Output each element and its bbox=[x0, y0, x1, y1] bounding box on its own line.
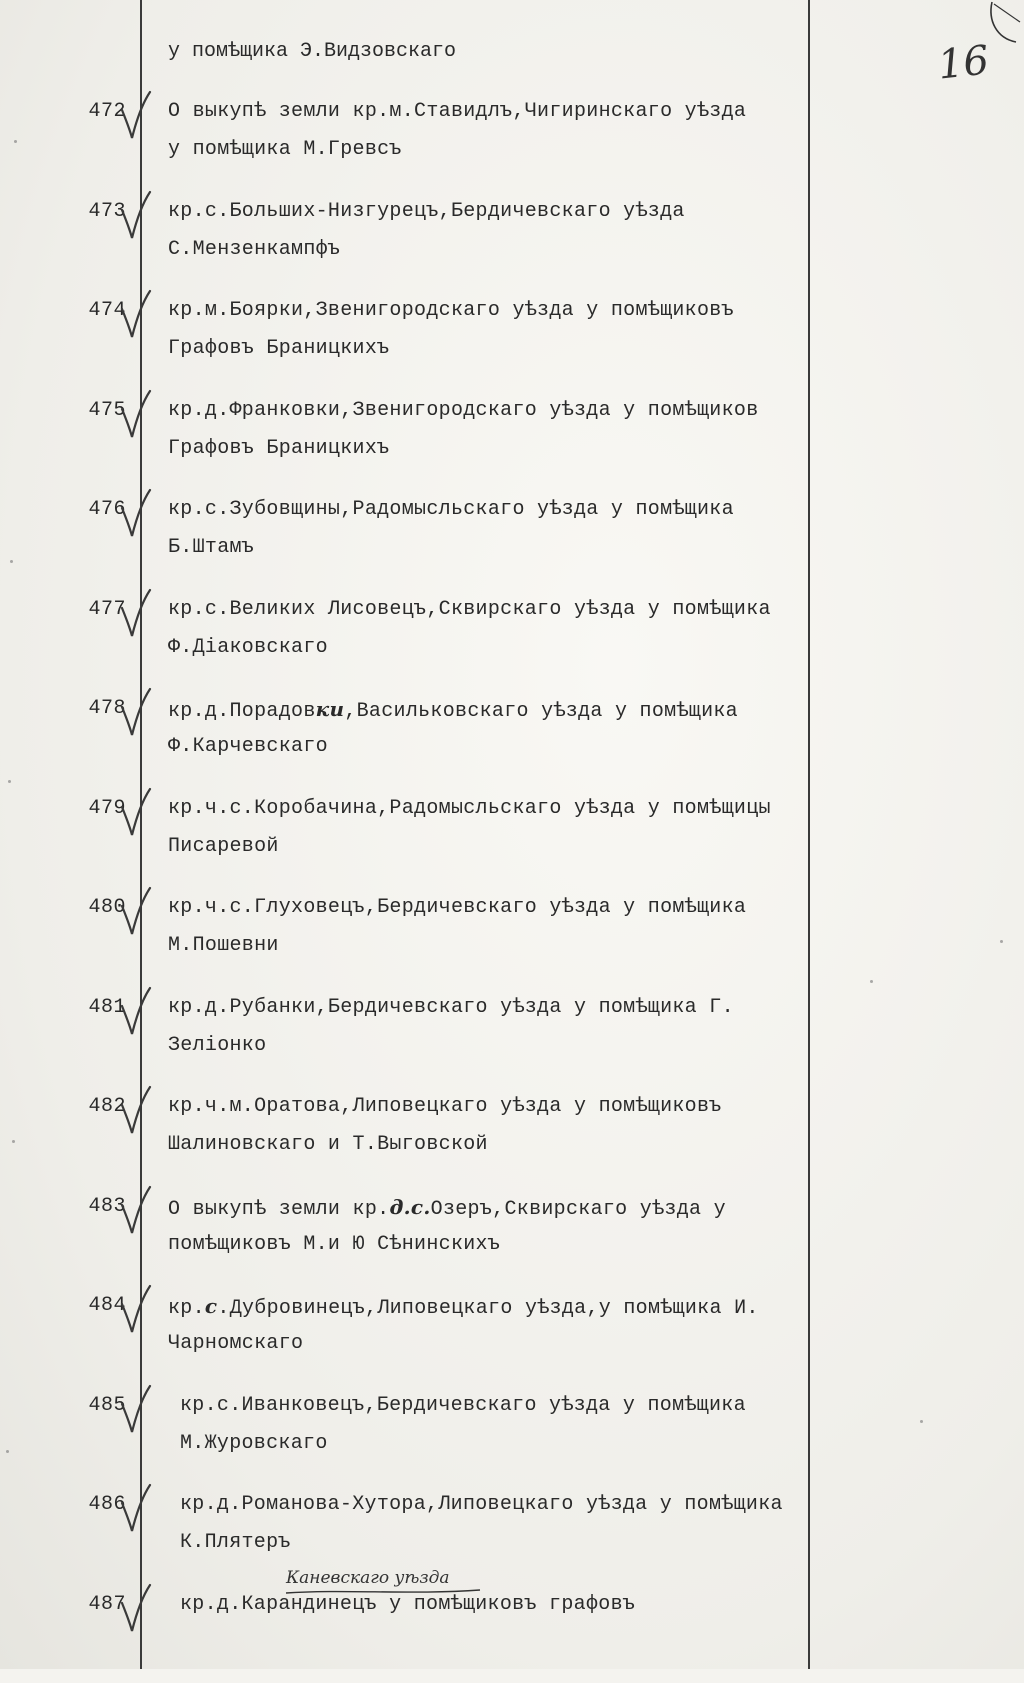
entry-number: 474 bbox=[88, 299, 126, 322]
entry-row bbox=[0, 697, 820, 787]
corner-stamp-mark bbox=[982, 0, 1022, 60]
checkmark-icon bbox=[118, 90, 152, 142]
entry-row bbox=[0, 1195, 820, 1285]
checkmark-icon bbox=[118, 1185, 152, 1237]
entry-line-2: Графовъ Браницкихъ bbox=[168, 436, 390, 460]
entry-line-1-part-a: кр.д.Порадов bbox=[168, 700, 316, 723]
entry-line-2: Зеліонко bbox=[168, 1033, 267, 1057]
entry-number: 487 bbox=[88, 1592, 126, 1616]
checkmark-icon bbox=[118, 190, 152, 242]
handwritten-insertion: ки bbox=[315, 697, 345, 721]
entry-line-1 bbox=[168, 1195, 726, 1221]
checkmark-icon bbox=[118, 389, 152, 441]
checkmark-icon bbox=[118, 1384, 152, 1436]
entry-line-1-part-b: Озеръ,Сквирскаго уѣзда у bbox=[430, 1197, 726, 1221]
annotation-underline bbox=[284, 1587, 484, 1597]
entry-line-2: Б.Штамъ bbox=[168, 536, 255, 559]
checkmark-icon bbox=[118, 289, 152, 341]
entry-row bbox=[0, 498, 820, 588]
entry-number: 479 bbox=[88, 796, 126, 820]
continuation-line: у помѣщика Э.Видзовскаго bbox=[168, 40, 457, 63]
entry-line-2: Шалиновскаго и Т.Выговской bbox=[168, 1133, 488, 1156]
entry-line-1: кр.ч.с.Коробачина,Радомысльскаго уѣзда у помѣщицы bbox=[168, 796, 771, 820]
scan-speck bbox=[12, 1140, 15, 1143]
entry-line-2: М.Журовскаго bbox=[180, 1431, 328, 1455]
entry-line-2: Ф.Карчевскаго bbox=[168, 735, 328, 758]
entry-line-1 bbox=[168, 697, 738, 723]
entry-number: 483 bbox=[88, 1194, 126, 1218]
scan-speck bbox=[8, 780, 11, 783]
entry-line-1: кр.с.Зубовщины,Радомысльскаго уѣзда у помѣщика bbox=[168, 498, 734, 521]
entry-line-2: Писаревой bbox=[168, 834, 279, 858]
entry-line-1: кр.д.Романова-Хутора,Липовецкаго уѣзда у помѣщика bbox=[180, 1493, 783, 1516]
entry-row bbox=[0, 996, 820, 1086]
entry-number: 477 bbox=[88, 597, 126, 621]
entry-line-1: кр.ч.м.Оратова,Липовецкаго уѣзда у помѣщиковъ bbox=[168, 1095, 722, 1118]
entry-row bbox=[0, 598, 820, 688]
checkmark-icon bbox=[118, 787, 152, 839]
entry-number: 476 bbox=[88, 498, 126, 521]
entry-line-1: кр.ч.с.Глуховецъ,Бердичевскаго уѣзда у помѣщика bbox=[168, 896, 747, 919]
entry-number: 475 bbox=[88, 398, 126, 422]
scan-speck bbox=[6, 1450, 9, 1453]
entry-row bbox=[0, 200, 820, 290]
entry-row bbox=[0, 896, 820, 986]
entry-row bbox=[0, 399, 820, 489]
checkmark-icon bbox=[118, 886, 152, 938]
handwritten-insertion: с bbox=[204, 1294, 218, 1318]
entry-line-1 bbox=[168, 1294, 759, 1320]
entry-number: 484 bbox=[88, 1294, 126, 1317]
entry-number: 472 bbox=[88, 100, 126, 123]
entry-line-1: кр.м.Боярки,Звенигородскаго уѣзда у помѣщиковъ bbox=[168, 299, 734, 322]
page-number: 16 bbox=[935, 37, 992, 89]
entry-line-1: кр.с.Больших-Низгурецъ,Бердичевскаго уѣзда bbox=[168, 199, 685, 223]
scan-speck bbox=[1000, 940, 1003, 943]
entry-line-1-part-a: О выкупѣ земли кр. bbox=[168, 1197, 390, 1221]
checkmark-icon bbox=[118, 1483, 152, 1535]
entry-number: 481 bbox=[88, 995, 126, 1019]
entry-number: 486 bbox=[88, 1493, 126, 1516]
entry-row bbox=[0, 797, 820, 887]
checkmark-icon bbox=[118, 588, 152, 640]
entry-number: 473 bbox=[88, 199, 126, 223]
entry-row bbox=[0, 1394, 820, 1484]
entry-row bbox=[0, 299, 820, 389]
checkmark-icon bbox=[118, 488, 152, 540]
checkmark-icon bbox=[118, 986, 152, 1038]
entry-number: 478 bbox=[88, 697, 126, 720]
entry-line-1: кр.с.Иванковецъ,Бердичевскаго уѣзда у помѣщика bbox=[180, 1393, 746, 1417]
entry-line-2: К.Плятеръ bbox=[180, 1531, 291, 1554]
scan-speck bbox=[920, 1420, 923, 1423]
entry-line-2: М.Пошевни bbox=[168, 934, 279, 957]
entry-line-1-part-a: кр. bbox=[168, 1297, 205, 1320]
entry-line-1-part-b: .Дубровинецъ,Липовецкаго уѣзда,у помѣщика И. bbox=[217, 1297, 759, 1320]
entry-row bbox=[0, 1095, 820, 1185]
entry-row bbox=[0, 1294, 820, 1384]
handwritten-insertion: д.с. bbox=[389, 1194, 431, 1219]
entry-number: 482 bbox=[88, 1095, 126, 1118]
checkmark-icon bbox=[118, 1085, 152, 1137]
checkmark-icon bbox=[118, 687, 152, 739]
entry-row bbox=[0, 100, 820, 190]
entry-row bbox=[0, 1593, 820, 1683]
entry-line-2: помѣщиковъ М.и Ю Сѣнинскихъ bbox=[168, 1232, 501, 1256]
scan-speck bbox=[14, 140, 17, 143]
entry-line-2: Графовъ Браницкихъ bbox=[168, 337, 390, 360]
entry-line-2: Ф.Діаковскаго bbox=[168, 635, 328, 659]
checkmark-icon bbox=[118, 1284, 152, 1336]
entry-line-1: О выкупѣ земли кр.м.Ставидлъ,Чигиринскаго уѣзда bbox=[168, 100, 747, 123]
checkmark-icon bbox=[118, 1583, 152, 1635]
entry-line-2: у помѣщика М.Гревсъ bbox=[168, 138, 402, 161]
entry-number: 480 bbox=[88, 896, 126, 919]
entry-line-1: кр.д.Рубанки,Бердичевскаго уѣзда у помѣщика Г. bbox=[168, 995, 734, 1019]
entry-line-1: кр.с.Великих Лисовецъ,Сквирскаго уѣзда у помѣщика bbox=[168, 597, 771, 621]
scan-speck bbox=[10, 560, 13, 563]
entry-line-2: Чарномскаго bbox=[168, 1332, 304, 1355]
scan-speck bbox=[870, 980, 873, 983]
entry-line-1: кр.д.Карандинецъ у помѣщиковъ графовъ bbox=[180, 1592, 636, 1616]
entry-number: 485 bbox=[88, 1393, 126, 1417]
entry-line-1-part-b: ,Васильковскаго уѣзда у помѣщика bbox=[344, 700, 738, 723]
entry-line-1: кр.д.Франковки,Звенигородскаго уѣзда у помѣщиков bbox=[168, 398, 759, 422]
entry-line-2: С.Мензенкампфъ bbox=[168, 237, 341, 261]
handwritten-annotation: Каневскаго уѣзда bbox=[286, 1568, 450, 1588]
